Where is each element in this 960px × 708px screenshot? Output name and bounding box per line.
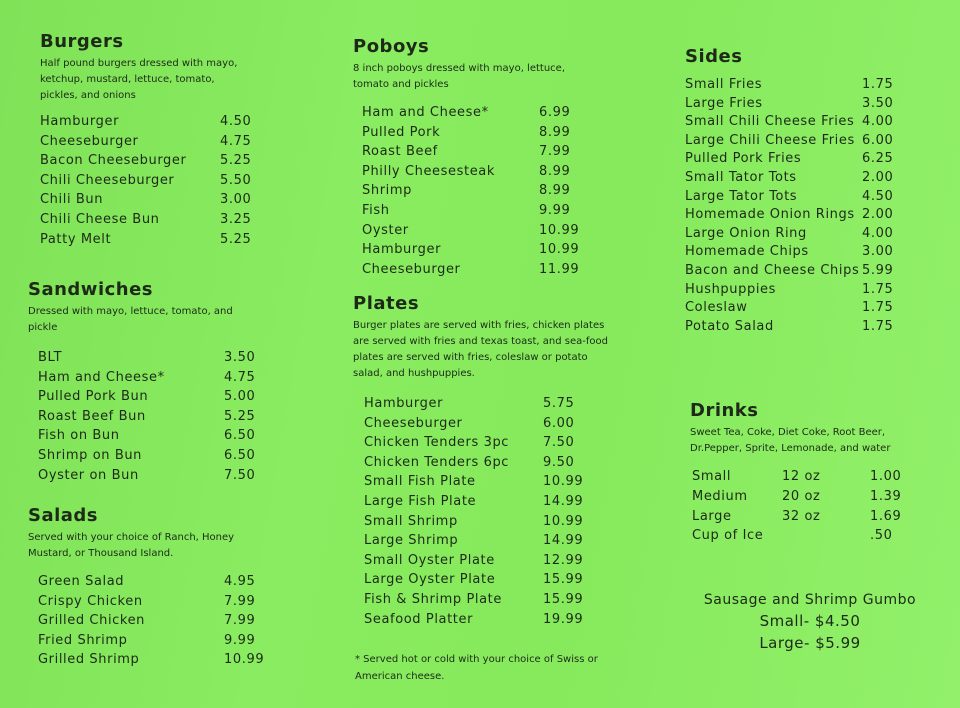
item-name: Small Fish Plate <box>364 474 476 490</box>
item-name: Bacon and Cheese Chips <box>685 262 860 278</box>
item-name: Ham and Cheese* <box>362 105 489 120</box>
menu-item <box>685 207 925 226</box>
menu-item <box>40 153 310 173</box>
item-name: Green Salad <box>38 574 125 589</box>
drinks-list <box>690 469 930 548</box>
item-name: Chicken Tenders 3pc <box>364 435 510 451</box>
item-name: Ham and Cheese* <box>38 369 165 385</box>
menu-item <box>353 262 633 282</box>
drink-price: 1.69 <box>870 508 902 524</box>
menu-item <box>353 396 633 416</box>
menu-item <box>353 183 633 203</box>
item-price: 11.99 <box>539 261 580 277</box>
item-name: Patty Melt <box>40 231 112 247</box>
menu-item <box>353 455 633 475</box>
poboys-section <box>353 36 633 281</box>
item-price: 5.75 <box>543 396 575 411</box>
menu-item <box>685 96 925 115</box>
menu-item <box>28 370 308 390</box>
item-name: Small Oyster Plate <box>364 552 495 568</box>
item-name: Roast Beef Bun <box>38 408 146 424</box>
item-name: BLT <box>38 350 63 365</box>
menu-item <box>28 574 308 594</box>
item-price: 3.00 <box>862 244 894 260</box>
menu-item <box>353 144 633 164</box>
menu-item <box>353 105 633 125</box>
item-price: 19.99 <box>543 611 584 627</box>
item-price: 12.99 <box>543 552 584 568</box>
burgers-section <box>40 31 310 251</box>
sides-section <box>685 46 925 337</box>
item-name: Large Fish Plate <box>364 493 477 509</box>
menu-item <box>40 173 310 193</box>
salads-section <box>28 505 308 672</box>
item-price: 1.75 <box>862 318 894 334</box>
item-name: Philly Cheesesteak <box>362 163 495 179</box>
burgers-title: Burgers <box>40 31 124 52</box>
item-price: 3.50 <box>862 95 894 111</box>
item-name: Hushpuppies <box>685 281 777 297</box>
menu-item <box>353 553 633 573</box>
item-name: Fish & Shrimp Plate <box>364 591 502 607</box>
salads-list <box>28 574 308 672</box>
item-price: 9.99 <box>539 202 571 218</box>
menu-item <box>353 125 633 145</box>
plates-section <box>353 293 633 685</box>
item-price: 5.00 <box>224 389 256 405</box>
item-price: 6.50 <box>224 447 256 463</box>
item-price: 6.99 <box>539 105 571 120</box>
drink-size-name: Small <box>692 469 732 484</box>
item-price: 9.50 <box>543 454 575 470</box>
menu-item <box>353 223 633 243</box>
menu-item <box>28 389 308 409</box>
item-name: Grilled Chicken <box>38 613 146 629</box>
item-name: Chili Bun <box>40 192 104 208</box>
drink-row <box>690 469 930 489</box>
sides-title: Sides <box>685 46 743 67</box>
item-price: 2.00 <box>862 207 894 223</box>
menu-item <box>685 151 925 170</box>
item-name: Large Oyster Plate <box>364 572 496 588</box>
item-price: 7.99 <box>224 593 256 609</box>
menu-item <box>28 594 308 614</box>
item-price: 10.99 <box>543 474 584 490</box>
item-name: Cheeseburger <box>40 133 139 149</box>
gumbo-title: Sausage and Shrimp Gumbo <box>703 592 917 608</box>
sandwiches-section <box>28 279 308 487</box>
drink-row <box>690 528 930 548</box>
menu-item <box>28 633 308 653</box>
item-price: 8.99 <box>539 163 571 179</box>
item-price: 4.75 <box>224 369 256 385</box>
item-price: 2.00 <box>862 169 894 185</box>
item-price: 6.00 <box>543 415 575 431</box>
item-price: 1.75 <box>862 281 894 297</box>
drink-row <box>690 509 930 529</box>
drinks-description: Sweet Tea, Coke, Diet Coke, Root Beer, Dr.Pepper, Sprite, Lemonade, and water <box>690 427 891 454</box>
menu-item <box>685 189 925 208</box>
item-price: 1.75 <box>862 77 894 92</box>
menu-item <box>353 203 633 223</box>
item-name: Homemade Onion Rings <box>685 207 855 223</box>
menu-item <box>28 409 308 429</box>
item-name: Oyster on Bun <box>38 467 139 483</box>
item-name: Pulled Pork Bun <box>38 389 149 405</box>
item-name: Small Tator Tots <box>685 169 797 185</box>
item-name: Large Fries <box>685 95 763 111</box>
menu-item <box>685 114 925 133</box>
burgers-list <box>40 114 310 251</box>
menu-item <box>28 652 308 672</box>
plates-description: Burger plates are served with fries, chicken plates are served with fries and texas toast, and sea-food plates are served with fries, coleslaw or potato salad, and hushpuppies. <box>353 320 608 379</box>
item-price: 5.99 <box>862 262 894 278</box>
poboys-description: 8 inch poboys dressed with mayo, lettuce, tomato and pickles <box>353 63 565 90</box>
item-name: Large Tator Tots <box>685 188 798 204</box>
item-name: Grilled Shrimp <box>38 652 140 668</box>
item-name: Small Chili Cheese Fries <box>685 114 855 130</box>
menu-item <box>353 612 633 632</box>
item-price: 7.99 <box>224 613 256 629</box>
item-name: Hamburger <box>40 114 120 129</box>
menu-item <box>353 416 633 436</box>
menu-item <box>28 448 308 468</box>
menu-item <box>28 350 308 370</box>
item-name: Crispy Chicken <box>38 593 143 609</box>
item-price: 14.99 <box>543 533 584 549</box>
menu-item <box>40 134 310 154</box>
menu-item <box>353 514 633 534</box>
item-name: Chicken Tenders 6pc <box>364 454 510 470</box>
item-price: 8.99 <box>539 183 571 199</box>
menu-item <box>353 242 633 262</box>
sandwiches-title: Sandwiches <box>28 279 154 300</box>
menu-item <box>685 133 925 152</box>
item-name: Roast Beef <box>362 144 438 160</box>
item-name: Seafood Platter <box>364 611 474 627</box>
item-price: 8.99 <box>539 124 571 140</box>
menu-item <box>353 592 633 612</box>
item-name: Hamburger <box>362 242 442 258</box>
item-price: 15.99 <box>543 591 584 607</box>
item-price: 5.25 <box>220 153 252 169</box>
item-price: 14.99 <box>543 493 584 509</box>
drink-row <box>690 489 930 509</box>
item-name: Homemade Chips <box>685 244 809 260</box>
item-price: 10.99 <box>543 513 584 529</box>
plates-list <box>353 396 633 631</box>
drink-ounces: 20 oz <box>782 488 821 504</box>
item-price: 10.99 <box>539 222 580 238</box>
item-name: Coleslaw <box>685 300 748 316</box>
menu-item <box>685 226 925 245</box>
drink-price: 1.00 <box>870 469 902 484</box>
item-name: Small Fries <box>685 77 763 92</box>
item-price: 6.25 <box>862 151 894 167</box>
drink-size-name: Medium <box>692 488 748 504</box>
item-name: Shrimp on Bun <box>38 447 143 463</box>
item-name: Fried Shrimp <box>38 632 128 648</box>
menu-item <box>40 192 310 212</box>
menu-item <box>353 572 633 592</box>
item-name: Large Chili Cheese Fries <box>685 132 855 148</box>
salads-title: Salads <box>28 505 99 526</box>
item-name: Oyster <box>362 222 409 238</box>
item-name: Hamburger <box>364 396 444 411</box>
item-price: 5.25 <box>224 408 256 424</box>
item-price: 15.99 <box>543 572 584 588</box>
item-name: Pulled Pork Fries <box>685 151 802 167</box>
drink-size-name: Cup of Ice <box>692 528 764 544</box>
drink-size-name: Large <box>692 508 732 524</box>
item-price: 4.95 <box>224 574 256 589</box>
item-name: Chili Cheese Bun <box>40 211 160 227</box>
poboys-title: Poboys <box>353 36 430 57</box>
menu-item <box>40 114 310 134</box>
drink-price: 1.39 <box>870 488 902 504</box>
item-name: Bacon Cheeseburger <box>40 153 187 169</box>
item-price: 1.75 <box>862 300 894 316</box>
item-price: 3.50 <box>224 350 256 365</box>
item-name: Cheeseburger <box>364 415 463 431</box>
menu-item <box>28 428 308 448</box>
item-price: 4.50 <box>220 114 252 129</box>
plates-title: Plates <box>353 293 420 314</box>
drink-price: .50 <box>870 528 893 544</box>
item-price: 4.00 <box>862 114 894 130</box>
item-price: 5.50 <box>220 172 252 188</box>
burgers-description: Half pound burgers dressed with mayo, ketchup, mustard, lettuce, tomato, pickles, and onions <box>40 58 238 101</box>
menu-item <box>353 474 633 494</box>
item-price: 4.75 <box>220 133 252 149</box>
menu-item <box>685 170 925 189</box>
drinks-title: Drinks <box>690 400 759 421</box>
gumbo-small-price: Small- $4.50 <box>759 612 861 630</box>
item-name: Fish <box>362 202 390 218</box>
item-price: 6.00 <box>862 132 894 148</box>
menu-item <box>685 244 925 263</box>
menu-item <box>353 533 633 553</box>
item-price: 4.50 <box>862 188 894 204</box>
gumbo-large-price: Large- $5.99 <box>759 634 861 652</box>
salads-description: Served with your choice of Ranch, Honey Mustard, or Thousand Island. <box>28 532 235 559</box>
item-price: 6.50 <box>224 428 256 444</box>
item-name: Large Onion Ring <box>685 225 807 241</box>
sandwiches-description: Dressed with mayo, lettuce, tomato, and pickle <box>28 306 233 333</box>
sandwiches-list <box>28 350 308 487</box>
menu-item <box>685 282 925 301</box>
sides-list <box>685 77 925 337</box>
menu-item <box>28 468 308 488</box>
item-price: 7.99 <box>539 144 571 160</box>
item-price: 7.50 <box>543 435 575 451</box>
item-name: Chili Cheeseburger <box>40 172 175 188</box>
item-name: Potato Salad <box>685 318 774 334</box>
item-price: 5.25 <box>220 231 252 247</box>
item-name: Small Shrimp <box>364 513 458 529</box>
item-price: 9.99 <box>224 632 256 648</box>
item-price: 7.50 <box>224 467 256 483</box>
item-name: Large Shrimp <box>364 533 459 549</box>
menu-item <box>685 300 925 319</box>
drink-ounces: 12 oz <box>782 469 821 484</box>
item-name: Fish on Bun <box>38 428 120 444</box>
menu-item <box>40 212 310 232</box>
item-name: Cheeseburger <box>362 261 461 277</box>
menu-item <box>28 613 308 633</box>
item-name: Shrimp <box>362 183 412 199</box>
item-name: Pulled Pork <box>362 124 441 140</box>
menu-item <box>685 77 925 96</box>
item-price: 3.25 <box>220 211 252 227</box>
item-price: 4.00 <box>862 225 894 241</box>
drinks-section <box>690 400 930 548</box>
menu-item <box>353 435 633 455</box>
menu-item <box>353 494 633 514</box>
menu-item <box>685 319 925 338</box>
footnote: * Served hot or cold with your choice of Swiss or American cheese. <box>355 654 598 683</box>
drink-ounces: 32 oz <box>782 508 821 524</box>
item-price: 3.00 <box>220 192 252 208</box>
gumbo-section <box>690 592 930 652</box>
menu-item <box>40 232 310 252</box>
menu-item <box>353 164 633 184</box>
menu-item <box>685 263 925 282</box>
item-price: 10.99 <box>539 242 580 258</box>
item-price: 10.99 <box>224 652 265 668</box>
poboys-list <box>353 105 633 281</box>
